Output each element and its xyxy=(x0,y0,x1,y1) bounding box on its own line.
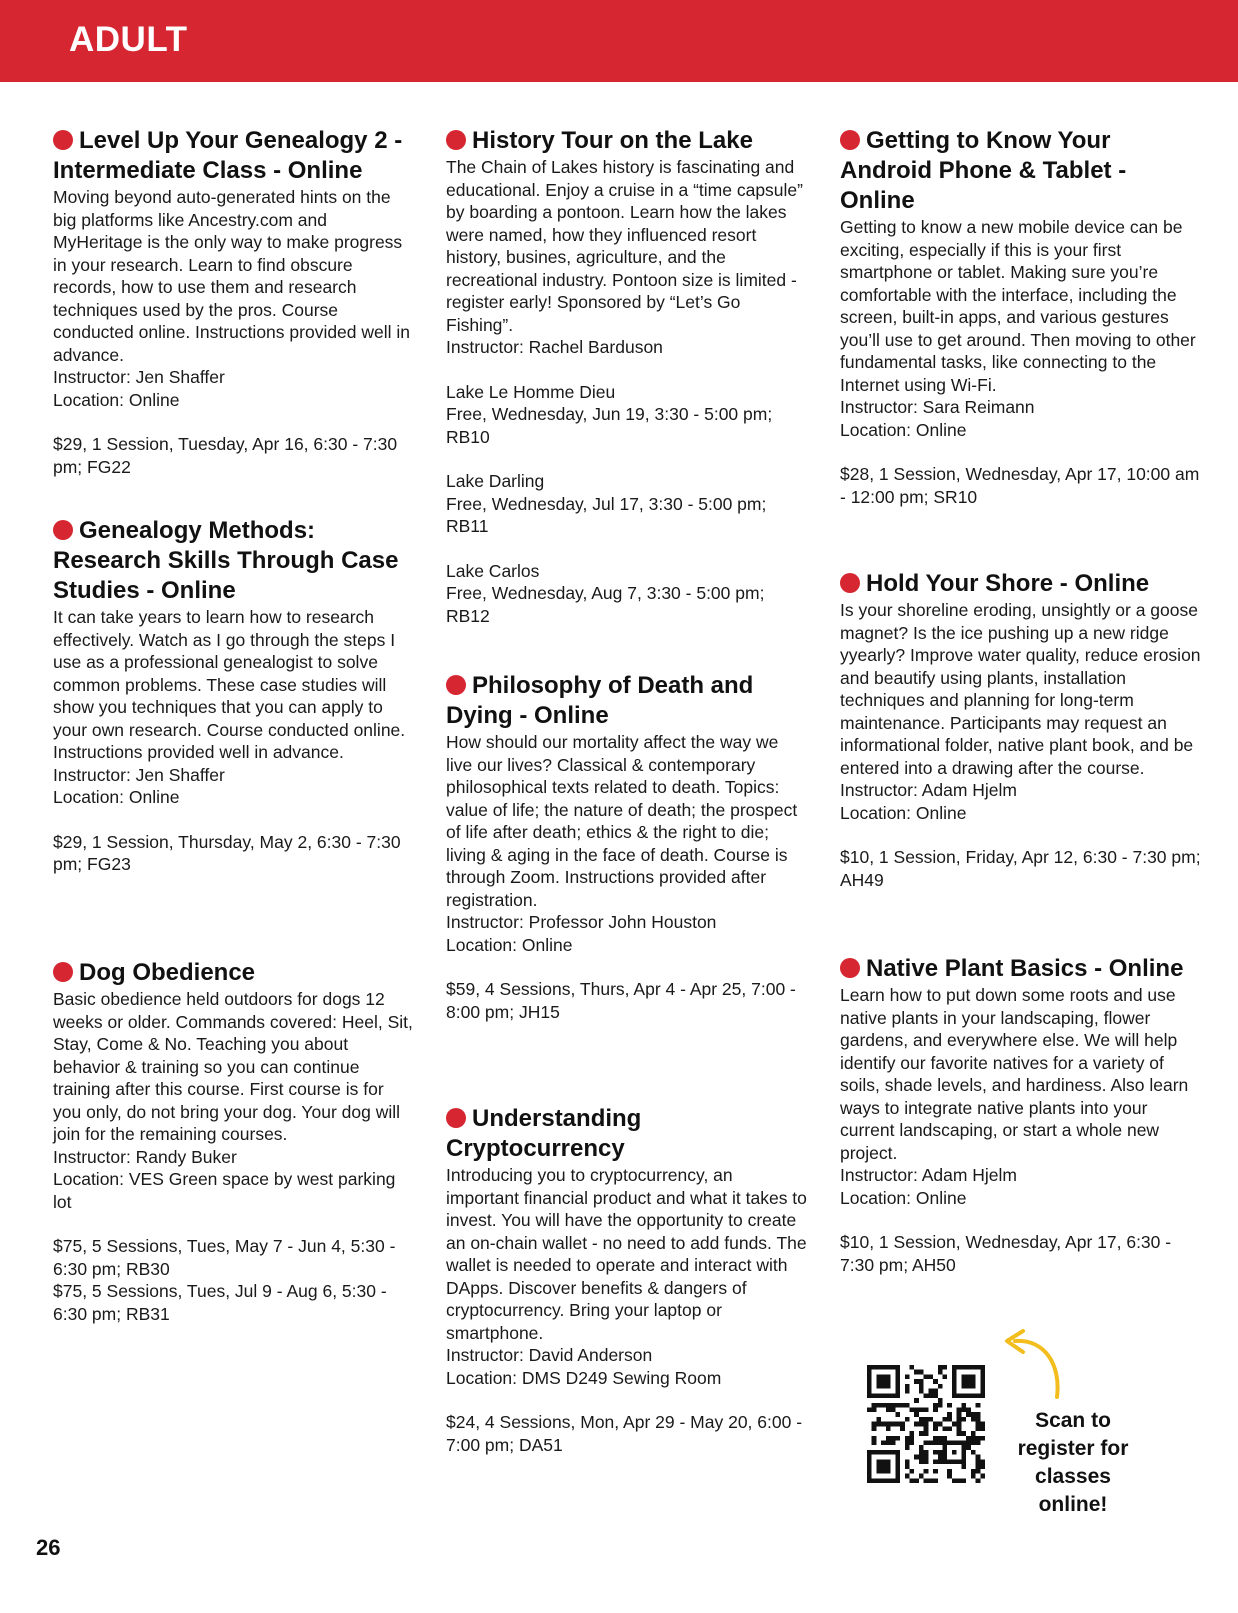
course-instructor: Instructor: Professor John Houston xyxy=(446,912,717,932)
course-dog-obedience xyxy=(53,958,415,1325)
course-title[interactable]: Getting to Know Your Android Phone & Tablet - Online xyxy=(840,127,1127,214)
qr-caption: Scan to register for classes online! xyxy=(1017,1409,1129,1516)
lake-name: Lake Le Homme Dieu xyxy=(446,381,616,402)
course-description: Learn how to put down some roots and use native plants in your landscaping, flower gardens, and everywhere else. We will help identify our favorite natives for a variety of soils, shade levels, and hardiness. Also learn ways to integrate native plants into your current landscaping, or start a whole new project. xyxy=(840,985,1189,1163)
course-location: Location: Online xyxy=(840,802,967,823)
course-philosophy-death xyxy=(446,671,808,1023)
course-description: How should our mortality affect the way we live our lives? Classical & contemporary philosophical texts related to death. Topics: value of life; the nature of death; the prospect of life after death; ethics & the right to die; living & aging in the face of death. Course is through Zoom. Instructions provided after registration. xyxy=(446,732,798,910)
course-description: The Chain of Lakes history is fascinating and educational. Enjoy a cruise in a “time capsule” by boarding a pontoon. Learn how the lakes were named, how they influenced resort history, busines, agriculture, and the recreational industry. Pontoon size is limited - register early! Sponsored by “Let’s Go Fishing”. xyxy=(446,157,803,335)
bullet-icon xyxy=(53,520,73,540)
course-description: Introducing you to cryptocurrency, an important financial product and what it takes to invest. You will have the opportunity to create an on-chain wallet - no need to add funds. The wallet is needed to operate and interact with DApps. Discover benefits & dangers of cryptocurrency. Bring your laptop or smartphone. xyxy=(446,1165,807,1343)
course-session: $75, 5 Sessions, Tues, Jul 9 - Aug 6, 5:30 - 6:30 pm; RB31 xyxy=(53,1281,387,1324)
course-title[interactable]: History Tour on the Lake xyxy=(446,126,808,156)
course-location: Location: DMS D249 Sewing Room xyxy=(446,1367,722,1388)
curved-arrow-icon xyxy=(995,1325,1075,1405)
lake-name: Lake Darling xyxy=(446,471,545,491)
course-session: Free, Wednesday, Aug 7, 3:30 - 5:00 pm; RB12 xyxy=(446,583,765,626)
course-title[interactable]: Native Plant Basics - Online xyxy=(840,954,1202,984)
bullet-icon xyxy=(840,130,860,150)
course-description: Getting to know a new mobile device can be exciting, especially if this is your first smartphone or tablet. Making sure you’re comfortable with the interface, including the screen, built-in apps, and various gestures you’ll use to get around. Then moving to other fundamental tasks, like connecting to the Internet using Wi-Fi. xyxy=(840,217,1196,395)
course-session: $29, 1 Session, Tuesday, Apr 16, 6:30 - 7:30 pm; FG22 xyxy=(53,434,398,477)
course-title[interactable]: Hold Your Shore - Online xyxy=(840,569,1202,599)
course-instructor: Instructor: Sara Reimann xyxy=(840,397,1035,417)
course-location: Location: VES Green space by west parking lot xyxy=(53,1169,396,1212)
section-header xyxy=(0,0,1238,82)
course-hold-your-shore xyxy=(840,569,1202,891)
bullet-icon xyxy=(446,675,466,695)
course-location: Location: Online xyxy=(53,787,180,807)
qr-code-icon[interactable] xyxy=(867,1365,985,1483)
course-session: $59, 4 Sessions, Thurs, Apr 4 - Apr 25, 7:00 - 8:00 pm; JH15 xyxy=(446,979,796,1022)
course-session: Free, Wednesday, Jul 17, 3:30 - 5:00 pm; RB11 xyxy=(446,493,767,536)
course-description: Moving beyond auto-generated hints on the big platforms like Ancestry.com and MyHeritage is the only way to make progress in your research. Learn to find obscure records, how to use them and research techniques used by the pros. Course conducted online. Instructions provided well in advance. xyxy=(53,187,411,365)
course-history-tour xyxy=(446,126,808,627)
course-session: $24, 4 Sessions, Mon, Apr 29 - May 20, 6:00 - 7:00 pm; DA51 xyxy=(446,1412,803,1455)
course-android-phone xyxy=(840,126,1202,508)
course-location: Location: Online xyxy=(840,1187,967,1208)
course-location: Location: Online xyxy=(446,934,573,955)
section-title: ADULT xyxy=(69,20,188,59)
course-title[interactable]: Level Up Your Genealogy 2 - Intermediate Class - Online xyxy=(53,127,403,184)
course-title[interactable]: Understanding Cryptocurrency xyxy=(446,1105,642,1162)
course-instructor: Instructor: Jen Shaffer xyxy=(53,367,225,387)
course-session: Free, Wednesday, Jun 19, 3:30 - 5:00 pm; RB10 xyxy=(446,404,773,447)
course-session: $10, 1 Session, Friday, Apr 12, 6:30 - 7:30 pm; AH49 xyxy=(840,847,1201,890)
course-title[interactable]: Dog Obedience xyxy=(53,958,415,988)
qr-register-area xyxy=(860,1325,1190,1516)
bullet-icon xyxy=(446,130,466,150)
course-location: Location: Online xyxy=(53,389,180,410)
bullet-icon xyxy=(840,958,860,978)
course-native-plant xyxy=(840,954,1202,1276)
course-instructor: Instructor: Adam Hjelm xyxy=(840,780,1017,800)
course-location: Location: Online xyxy=(840,419,967,440)
lake-name: Lake Carlos xyxy=(446,560,540,581)
course-session: $75, 5 Sessions, Tues, May 7 - Jun 4, 5:30 - 6:30 pm; RB30 xyxy=(53,1236,396,1279)
course-genealogy-methods xyxy=(53,516,415,876)
course-instructor: Instructor: Adam Hjelm xyxy=(840,1165,1017,1185)
course-instructor: Instructor: Jen Shaffer xyxy=(53,764,225,785)
course-description: It can take years to learn how to research effectively. Watch as I go through the steps I use as a professional genealogist to solve common problems. These case studies will show you techniques that you can apply to your own research. Course conducted online. Instructions provided well in advance. xyxy=(53,607,406,762)
bullet-icon xyxy=(53,130,73,150)
course-title[interactable]: Genealogy Methods: Research Skills Through Case Studies - Online xyxy=(53,517,399,604)
course-session: $28, 1 Session, Wednesday, Apr 17, 10:00 am - 12:00 pm; SR10 xyxy=(840,464,1200,507)
course-description: Is your shoreline eroding, unsightly or a goose magnet? Is the ice pushing up a new ridge yyearly? Improve water quality, reduce erosion and beautify using plants, installation techniques and planning for long-term maintenance. Participants may request an informational folder, native plant book, and be entered into a drawing after the course. xyxy=(840,600,1201,778)
course-title[interactable]: Philosophy of Death and Dying - Online xyxy=(446,672,754,729)
course-instructor: Instructor: David Anderson xyxy=(446,1345,653,1365)
course-instructor: Instructor: Randy Buker xyxy=(53,1146,237,1167)
course-level-up-genealogy xyxy=(53,126,415,478)
course-description: Basic obedience held outdoors for dogs 12 weeks or older. Commands covered: Heel, Sit, Stay, Come & No. Teaching you about behavior & training so you can continue training after this course. First course is for you only, do not bring your dog. Your dog will join for the remaining courses. xyxy=(53,989,413,1144)
course-instructor: Instructor: Rachel Barduson xyxy=(446,337,663,357)
course-cryptocurrency xyxy=(446,1104,808,1456)
bullet-icon xyxy=(446,1108,466,1128)
bullet-icon xyxy=(53,962,73,982)
course-session: $10, 1 Session, Wednesday, Apr 17, 6:30 - 7:30 pm; AH50 xyxy=(840,1232,1172,1275)
page-number: 26 xyxy=(36,1535,61,1560)
course-session: $29, 1 Session, Thursday, May 2, 6:30 - 7:30 pm; FG23 xyxy=(53,831,401,874)
bullet-icon xyxy=(840,573,860,593)
